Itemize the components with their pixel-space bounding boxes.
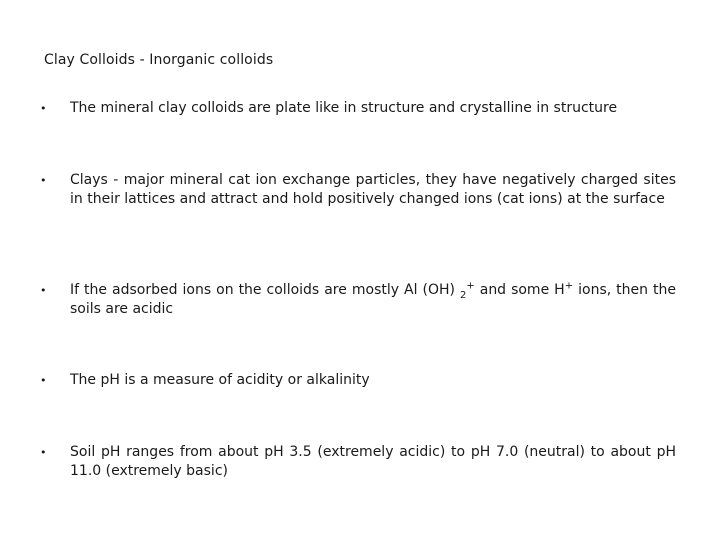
bullet-text: The pH is a measure of acidity or alkalinity	[70, 372, 370, 388]
bullet-item	[40, 171, 676, 209]
bullet-text: Soil pH ranges from about pH 3.5 (extremely acidic) to pH 7.0 (neutral) to about pH 11.0 (extremely basic)	[70, 444, 676, 479]
superscript: +	[466, 280, 475, 292]
subscript: 2	[459, 289, 467, 301]
bullet-item	[40, 371, 676, 390]
bullet-text-part: ions, then the soils are acidic	[70, 282, 677, 317]
slide-title: Clay Colloids - Inorganic colloids	[44, 52, 274, 68]
bullet-text-part: If the adsorbed ions on the colloids are mostly Al (OH)	[70, 282, 460, 298]
bullet-text	[70, 281, 676, 319]
bullet-text: Clays - major mineral cat ion exchange particles, they have negatively charged sites in their lattices and attract and hold positively changed ions (cat ions) at the surface	[70, 172, 676, 207]
bullet-icon: •	[40, 284, 47, 297]
bullet-item	[40, 99, 676, 118]
superscript: +	[564, 280, 574, 292]
bullet-icon: •	[40, 174, 47, 187]
bullet-icon: •	[40, 446, 47, 459]
bullet-item	[40, 281, 676, 319]
bullet-icon: •	[40, 374, 47, 387]
bullet-icon: •	[40, 102, 47, 115]
bullet-text: The mineral clay colloids are plate like in structure and crystalline in structure	[70, 100, 618, 116]
bullet-item	[40, 443, 676, 481]
bullet-text-part: and some H	[474, 282, 565, 298]
